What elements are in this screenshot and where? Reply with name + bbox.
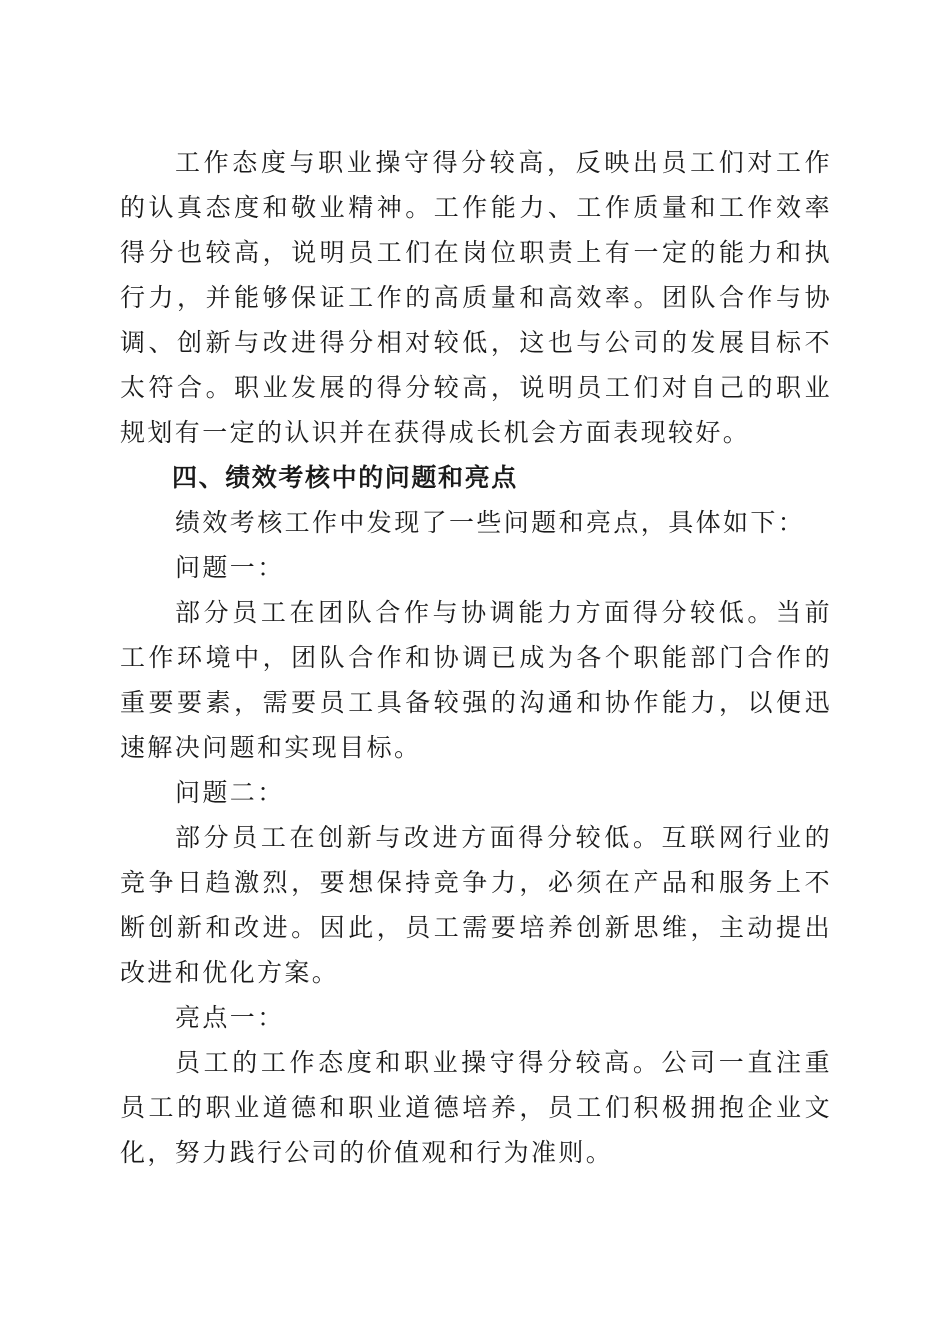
paragraph-performance-summary: 工作态度与职业操守得分较高，反映出员工们对工作的认真态度和敬业精神。工作能力、工作质量和工作效率得分也较高，说明员工们在岗位职责上有一定的能力和执行力，并能够保证工作的高质量和高效率。团队合作与协调、创新与改进得分相对较低，这也与公司的发展目标不太符合。职业发展的得分较高，说明员工们对自己的职业规划有一定的认识并在获得成长机会方面表现较好。 — [120, 148, 832, 447]
label-issue-two: 问题二： — [175, 778, 285, 807]
section-heading-issues-highlights: 四、绩效考核中的问题和亮点 — [172, 463, 518, 492]
paragraph-issue-one: 部分员工在团队合作与协调能力方面得分较低。当前工作环境中，团队合作和协调已成为各个职能部门合作的重要要素，需要员工具备较强的沟通和协作能力，以便迅速解决问题和实现目标。 — [120, 598, 832, 762]
paragraph-intro: 绩效考核工作中发现了一些问题和亮点，具体如下： — [175, 508, 806, 537]
label-issue-one: 问题一： — [175, 553, 285, 582]
paragraph-issue-two: 部分员工在创新与改进方面得分较低。互联网行业的竞争日趋激烈，要想保持竞争力，必须在产品和服务上不断创新和改进。因此，员工需要培养创新思维，主动提出改进和优化方案。 — [120, 823, 832, 987]
document-body — [120, 140, 832, 1175]
label-highlight-one: 亮点一： — [175, 1003, 285, 1032]
paragraph-highlight-one: 员工的工作态度和职业操守得分较高。公司一直注重员工的职业道德和职业道德培养，员工们积极拥抱企业文化，努力践行公司的价值观和行为准则。 — [120, 1048, 832, 1167]
